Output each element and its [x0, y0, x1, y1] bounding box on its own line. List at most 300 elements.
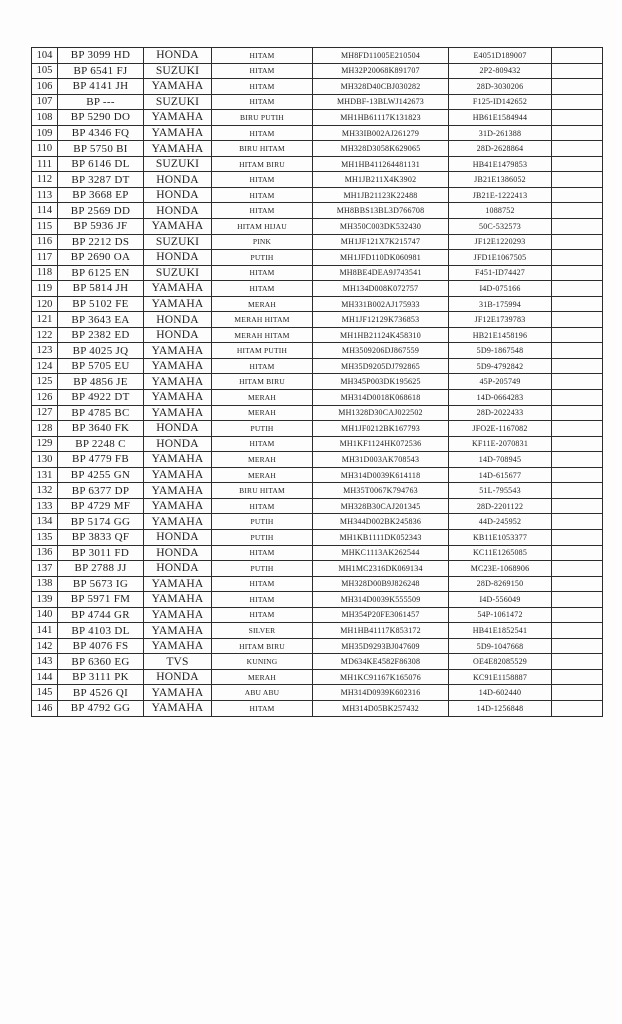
empty-cell — [552, 125, 603, 141]
empty-cell — [552, 296, 603, 312]
plate-number-cell: BP 3111 PK — [58, 669, 144, 685]
empty-cell — [552, 436, 603, 452]
row-number-cell: 143 — [32, 654, 58, 670]
color-cell: HITAM — [212, 498, 313, 514]
brand-cell: HONDA — [144, 669, 212, 685]
plate-number-cell: BP 3099 HD — [58, 48, 144, 64]
row-number-cell: 113 — [32, 187, 58, 203]
engine-number-cell: 14D-0664283 — [449, 390, 552, 406]
brand-cell: YAMAHA — [144, 700, 212, 716]
color-cell: PUTIH — [212, 250, 313, 266]
row-number-cell: 117 — [32, 250, 58, 266]
engine-number-cell: 50C-532573 — [449, 219, 552, 235]
row-number-cell: 120 — [32, 296, 58, 312]
engine-number-cell: F451-ID74427 — [449, 265, 552, 281]
color-cell: MERAH — [212, 452, 313, 468]
empty-cell — [552, 607, 603, 623]
engine-number-cell: 2P2-809432 — [449, 63, 552, 79]
color-cell: MERAH — [212, 390, 313, 406]
table-row — [32, 498, 603, 514]
brand-cell: HONDA — [144, 561, 212, 577]
empty-cell — [552, 467, 603, 483]
brand-cell: SUZUKI — [144, 234, 212, 250]
color-cell: BIRU HITAM — [212, 483, 313, 499]
engine-number-cell: JB21E-1222413 — [449, 187, 552, 203]
row-number-cell: 135 — [32, 529, 58, 545]
row-number-cell: 108 — [32, 110, 58, 126]
color-cell: SILVER — [212, 623, 313, 639]
chassis-number-cell: MH1KF1124HK072536 — [313, 436, 449, 452]
plate-number-cell: BP 5102 FE — [58, 296, 144, 312]
brand-cell: YAMAHA — [144, 343, 212, 359]
row-number-cell: 138 — [32, 576, 58, 592]
color-cell: MERAH — [212, 467, 313, 483]
chassis-number-cell: MHDBF-13BLWJ142673 — [313, 94, 449, 110]
row-number-cell: 116 — [32, 234, 58, 250]
row-number-cell: 121 — [32, 312, 58, 328]
table-row — [32, 421, 603, 437]
color-cell: PUTIH — [212, 514, 313, 530]
color-cell: HITAM — [212, 94, 313, 110]
empty-cell — [552, 281, 603, 297]
chassis-number-cell: MH1JF121X7K215747 — [313, 234, 449, 250]
table-row — [32, 467, 603, 483]
plate-number-cell: BP 5936 JF — [58, 219, 144, 235]
brand-cell: HONDA — [144, 203, 212, 219]
empty-cell — [552, 187, 603, 203]
table-row — [32, 545, 603, 561]
engine-number-cell: HB21E1458196 — [449, 327, 552, 343]
color-cell: KUNING — [212, 654, 313, 670]
empty-cell — [552, 545, 603, 561]
row-number-cell: 114 — [32, 203, 58, 219]
empty-cell — [552, 358, 603, 374]
chassis-number-cell: MH1KB1111DK052343 — [313, 529, 449, 545]
table-row — [32, 592, 603, 608]
color-cell: HITAM — [212, 187, 313, 203]
chassis-number-cell: MH354P20FE3061457 — [313, 607, 449, 623]
row-number-cell: 132 — [32, 483, 58, 499]
row-number-cell: 111 — [32, 156, 58, 172]
plate-number-cell: BP 3643 EA — [58, 312, 144, 328]
empty-cell — [552, 250, 603, 266]
color-cell: HITAM — [212, 48, 313, 64]
empty-cell — [552, 343, 603, 359]
chassis-number-cell: MD634KE4582F86308 — [313, 654, 449, 670]
chassis-number-cell: MH314D0939K602316 — [313, 685, 449, 701]
brand-cell: SUZUKI — [144, 265, 212, 281]
engine-number-cell: JF12E1739783 — [449, 312, 552, 328]
chassis-number-cell: MH328D40CBJ030282 — [313, 79, 449, 95]
table-row — [32, 514, 603, 530]
engine-number-cell: 31B-175994 — [449, 296, 552, 312]
table-row — [32, 296, 603, 312]
plate-number-cell: BP 2569 DD — [58, 203, 144, 219]
empty-cell — [552, 561, 603, 577]
plate-number-cell: BP 5971 FM — [58, 592, 144, 608]
chassis-number-cell: MH35D9205DJ792865 — [313, 358, 449, 374]
plate-number-cell: BP 4922 DT — [58, 390, 144, 406]
brand-cell: YAMAHA — [144, 638, 212, 654]
brand-cell: YAMAHA — [144, 281, 212, 297]
brand-cell: YAMAHA — [144, 623, 212, 639]
table-row — [32, 327, 603, 343]
plate-number-cell: BP 5750 BI — [58, 141, 144, 157]
chassis-number-cell: MH8FD11005E210504 — [313, 48, 449, 64]
engine-number-cell: KF11E-2070831 — [449, 436, 552, 452]
row-number-cell: 128 — [32, 421, 58, 437]
table-row — [32, 94, 603, 110]
table-row — [32, 374, 603, 390]
row-number-cell: 106 — [32, 79, 58, 95]
chassis-number-cell: MH314D0039K614118 — [313, 467, 449, 483]
table-row — [32, 452, 603, 468]
color-cell: PUTIH — [212, 561, 313, 577]
engine-number-cell: 28D-2628864 — [449, 141, 552, 157]
brand-cell: YAMAHA — [144, 141, 212, 157]
plate-number-cell: BP 4141 JH — [58, 79, 144, 95]
plate-number-cell: BP 4025 JQ — [58, 343, 144, 359]
brand-cell: YAMAHA — [144, 607, 212, 623]
brand-cell: YAMAHA — [144, 467, 212, 483]
table-row — [32, 576, 603, 592]
brand-cell: YAMAHA — [144, 79, 212, 95]
row-number-cell: 109 — [32, 125, 58, 141]
plate-number-cell: BP 6146 DL — [58, 156, 144, 172]
empty-cell — [552, 405, 603, 421]
brand-cell: YAMAHA — [144, 374, 212, 390]
empty-cell — [552, 172, 603, 188]
row-number-cell: 141 — [32, 623, 58, 639]
chassis-number-cell: MH328B30CAJ201345 — [313, 498, 449, 514]
plate-number-cell: BP 5673 IG — [58, 576, 144, 592]
row-number-cell: 118 — [32, 265, 58, 281]
chassis-number-cell: MH1HB411264481131 — [313, 156, 449, 172]
table-row — [32, 250, 603, 266]
row-number-cell: 131 — [32, 467, 58, 483]
engine-number-cell: HB61E1584944 — [449, 110, 552, 126]
chassis-number-cell: MH345P003DK195625 — [313, 374, 449, 390]
chassis-number-cell: MH33IB002AJ261279 — [313, 125, 449, 141]
chassis-number-cell: MH35T0067K794763 — [313, 483, 449, 499]
row-number-cell: 112 — [32, 172, 58, 188]
empty-cell — [552, 576, 603, 592]
chassis-number-cell: MH328D00B9J826248 — [313, 576, 449, 592]
color-cell: HITAM BIRU — [212, 156, 313, 172]
vehicle-table-body — [32, 48, 603, 717]
table-row — [32, 390, 603, 406]
engine-number-cell: 5D9-1047668 — [449, 638, 552, 654]
brand-cell: YAMAHA — [144, 483, 212, 499]
row-number-cell: 115 — [32, 219, 58, 235]
empty-cell — [552, 623, 603, 639]
empty-cell — [552, 592, 603, 608]
brand-cell: HONDA — [144, 187, 212, 203]
chassis-number-cell: MH314D0018K068618 — [313, 390, 449, 406]
plate-number-cell: BP 4792 GG — [58, 700, 144, 716]
vehicle-table — [31, 47, 603, 717]
table-row — [32, 436, 603, 452]
table-row — [32, 265, 603, 281]
empty-cell — [552, 141, 603, 157]
color-cell: HITAM — [212, 436, 313, 452]
brand-cell: HONDA — [144, 436, 212, 452]
empty-cell — [552, 94, 603, 110]
engine-number-cell: JFD1E1067505 — [449, 250, 552, 266]
chassis-number-cell: MH1JFD110DK060981 — [313, 250, 449, 266]
color-cell: HITAM — [212, 576, 313, 592]
color-cell: HITAM — [212, 265, 313, 281]
chassis-number-cell: MH328D3058K629065 — [313, 141, 449, 157]
engine-number-cell: 51L-795543 — [449, 483, 552, 499]
color-cell: BIRU PUTIH — [212, 110, 313, 126]
row-number-cell: 123 — [32, 343, 58, 359]
brand-cell: YAMAHA — [144, 592, 212, 608]
row-number-cell: 130 — [32, 452, 58, 468]
color-cell: HITAM — [212, 607, 313, 623]
row-number-cell: 142 — [32, 638, 58, 654]
color-cell: MERAH HITAM — [212, 312, 313, 328]
engine-number-cell: MC23E-1068906 — [449, 561, 552, 577]
empty-cell — [552, 390, 603, 406]
color-cell: PUTIH — [212, 421, 313, 437]
plate-number-cell: BP 5705 EU — [58, 358, 144, 374]
empty-cell — [552, 327, 603, 343]
chassis-number-cell: MH1KC91167K165076 — [313, 669, 449, 685]
engine-number-cell: JFO2E-1167082 — [449, 421, 552, 437]
chassis-number-cell: MH1JF0212BK167793 — [313, 421, 449, 437]
row-number-cell: 137 — [32, 561, 58, 577]
chassis-number-cell: MH1MC2316DK069134 — [313, 561, 449, 577]
brand-cell: YAMAHA — [144, 358, 212, 374]
row-number-cell: 119 — [32, 281, 58, 297]
table-row — [32, 312, 603, 328]
row-number-cell: 134 — [32, 514, 58, 530]
color-cell: HITAM — [212, 172, 313, 188]
plate-number-cell: BP 3640 FK — [58, 421, 144, 437]
plate-number-cell: BP 6125 EN — [58, 265, 144, 281]
table-row — [32, 638, 603, 654]
empty-cell — [552, 700, 603, 716]
row-number-cell: 146 — [32, 700, 58, 716]
table-row — [32, 607, 603, 623]
table-row — [32, 685, 603, 701]
plate-number-cell: BP 3668 EP — [58, 187, 144, 203]
color-cell: HITAM — [212, 592, 313, 608]
table-row — [32, 654, 603, 670]
plate-number-cell: BP 6541 FJ — [58, 63, 144, 79]
plate-number-cell: BP 4779 FB — [58, 452, 144, 468]
engine-number-cell: I4D-556049 — [449, 592, 552, 608]
brand-cell: YAMAHA — [144, 125, 212, 141]
empty-cell — [552, 452, 603, 468]
plate-number-cell: BP 5290 DO — [58, 110, 144, 126]
plate-number-cell: BP 4526 QI — [58, 685, 144, 701]
brand-cell: YAMAHA — [144, 514, 212, 530]
color-cell: HITAM BIRU — [212, 638, 313, 654]
row-number-cell: 133 — [32, 498, 58, 514]
brand-cell: YAMAHA — [144, 452, 212, 468]
engine-number-cell: JF12E1220293 — [449, 234, 552, 250]
empty-cell — [552, 514, 603, 530]
chassis-number-cell: MH1328D30CAJ022502 — [313, 405, 449, 421]
table-row — [32, 483, 603, 499]
plate-number-cell: BP 4076 FS — [58, 638, 144, 654]
brand-cell: YAMAHA — [144, 498, 212, 514]
empty-cell — [552, 63, 603, 79]
chassis-number-cell: MH350C003DK532430 — [313, 219, 449, 235]
plate-number-cell: BP 2212 DS — [58, 234, 144, 250]
chassis-number-cell: MH32P20068K891707 — [313, 63, 449, 79]
row-number-cell: 139 — [32, 592, 58, 608]
color-cell: MERAH — [212, 296, 313, 312]
empty-cell — [552, 654, 603, 670]
brand-cell: HONDA — [144, 545, 212, 561]
table-row — [32, 63, 603, 79]
plate-number-cell: BP 5174 GG — [58, 514, 144, 530]
color-cell: PINK — [212, 234, 313, 250]
engine-number-cell: 28D-8269150 — [449, 576, 552, 592]
table-row — [32, 172, 603, 188]
engine-number-cell: 28D-2201122 — [449, 498, 552, 514]
chassis-number-cell: MH31D003AK708543 — [313, 452, 449, 468]
brand-cell: YAMAHA — [144, 110, 212, 126]
color-cell: HITAM — [212, 203, 313, 219]
brand-cell: HONDA — [144, 48, 212, 64]
empty-cell — [552, 219, 603, 235]
empty-cell — [552, 234, 603, 250]
brand-cell: SUZUKI — [144, 63, 212, 79]
engine-number-cell: 14D-602440 — [449, 685, 552, 701]
engine-number-cell: KB11E1053377 — [449, 529, 552, 545]
engine-number-cell: 28D-3030206 — [449, 79, 552, 95]
color-cell: HITAM BIRU — [212, 374, 313, 390]
brand-cell: YAMAHA — [144, 219, 212, 235]
empty-cell — [552, 638, 603, 654]
row-number-cell: 105 — [32, 63, 58, 79]
table-row — [32, 700, 603, 716]
table-row — [32, 110, 603, 126]
engine-number-cell: KC11E1265085 — [449, 545, 552, 561]
color-cell: HITAM — [212, 63, 313, 79]
row-number-cell: 122 — [32, 327, 58, 343]
brand-cell: TVS — [144, 654, 212, 670]
engine-number-cell: JB21E1386052 — [449, 172, 552, 188]
color-cell: ABU ABU — [212, 685, 313, 701]
color-cell: MERAH HITAM — [212, 327, 313, 343]
empty-cell — [552, 498, 603, 514]
table-row — [32, 529, 603, 545]
row-number-cell: 127 — [32, 405, 58, 421]
row-number-cell: 107 — [32, 94, 58, 110]
plate-number-cell: BP 4744 GR — [58, 607, 144, 623]
row-number-cell: 140 — [32, 607, 58, 623]
color-cell: HITAM — [212, 281, 313, 297]
plate-number-cell: BP 4785 BC — [58, 405, 144, 421]
plate-number-cell: BP 2690 OA — [58, 250, 144, 266]
plate-number-cell: BP 2382 ED — [58, 327, 144, 343]
chassis-number-cell: MH314D05BK257432 — [313, 700, 449, 716]
plate-number-cell: BP 4255 GN — [58, 467, 144, 483]
engine-number-cell: HB41E1852541 — [449, 623, 552, 639]
table-row — [32, 48, 603, 64]
brand-cell: HONDA — [144, 312, 212, 328]
brand-cell: YAMAHA — [144, 576, 212, 592]
chassis-number-cell: MH1HB61117K131823 — [313, 110, 449, 126]
empty-cell — [552, 483, 603, 499]
table-row — [32, 623, 603, 639]
chassis-number-cell: MH3509206DJ867559 — [313, 343, 449, 359]
plate-number-cell: BP 3287 DT — [58, 172, 144, 188]
engine-number-cell: 14D-615677 — [449, 467, 552, 483]
table-row — [32, 234, 603, 250]
empty-cell — [552, 374, 603, 390]
table-row — [32, 358, 603, 374]
engine-number-cell: 45P-205749 — [449, 374, 552, 390]
color-cell: MERAH — [212, 405, 313, 421]
plate-number-cell: BP 3011 FD — [58, 545, 144, 561]
brand-cell: SUZUKI — [144, 156, 212, 172]
table-row — [32, 669, 603, 685]
color-cell: HITAM — [212, 358, 313, 374]
empty-cell — [552, 265, 603, 281]
brand-cell: YAMAHA — [144, 685, 212, 701]
brand-cell: YAMAHA — [144, 390, 212, 406]
empty-cell — [552, 421, 603, 437]
chassis-number-cell: MH8BE4DEA9J743541 — [313, 265, 449, 281]
chassis-number-cell: MH1JF12129K736853 — [313, 312, 449, 328]
empty-cell — [552, 156, 603, 172]
chassis-number-cell: MH134D008K072757 — [313, 281, 449, 297]
engine-number-cell: 14D-708945 — [449, 452, 552, 468]
brand-cell: HONDA — [144, 421, 212, 437]
row-number-cell: 136 — [32, 545, 58, 561]
engine-number-cell: F125-ID142652 — [449, 94, 552, 110]
empty-cell — [552, 669, 603, 685]
empty-cell — [552, 312, 603, 328]
engine-number-cell: 44D-245952 — [449, 514, 552, 530]
plate-number-cell: BP 5814 JH — [58, 281, 144, 297]
empty-cell — [552, 529, 603, 545]
empty-cell — [552, 203, 603, 219]
empty-cell — [552, 48, 603, 64]
row-number-cell: 104 — [32, 48, 58, 64]
color-cell: HITAM HIJAU — [212, 219, 313, 235]
engine-number-cell: E4051D189007 — [449, 48, 552, 64]
chassis-number-cell: MH331B002AJ175933 — [313, 296, 449, 312]
color-cell: HITAM PUTIH — [212, 343, 313, 359]
row-number-cell: 144 — [32, 669, 58, 685]
table-row — [32, 141, 603, 157]
empty-cell — [552, 685, 603, 701]
table-row — [32, 405, 603, 421]
color-cell: HITAM — [212, 79, 313, 95]
brand-cell: HONDA — [144, 529, 212, 545]
brand-cell: YAMAHA — [144, 405, 212, 421]
empty-cell — [552, 79, 603, 95]
chassis-number-cell: MH1JB21123K22488 — [313, 187, 449, 203]
table-row — [32, 125, 603, 141]
color-cell: MERAH — [212, 669, 313, 685]
plate-number-cell: BP --- — [58, 94, 144, 110]
color-cell: PUTIH — [212, 529, 313, 545]
brand-cell: SUZUKI — [144, 94, 212, 110]
chassis-number-cell: MH35D9293BJ047609 — [313, 638, 449, 654]
engine-number-cell: 31D-261388 — [449, 125, 552, 141]
chassis-number-cell: MH1JB211X4K3902 — [313, 172, 449, 188]
row-number-cell: 110 — [32, 141, 58, 157]
plate-number-cell: BP 6377 DP — [58, 483, 144, 499]
